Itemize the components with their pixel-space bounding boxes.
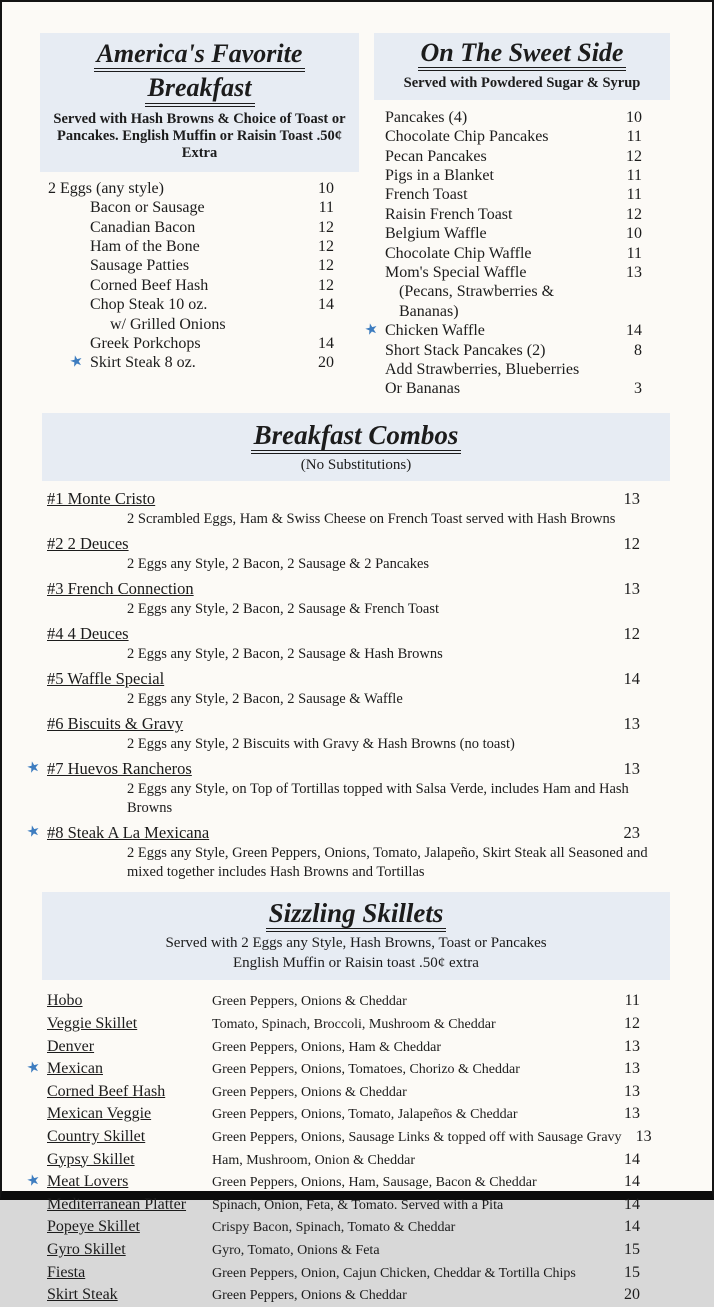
item-price: 12 — [626, 147, 642, 165]
menu-item-row — [385, 341, 642, 360]
section-americas-favorite-breakfast — [40, 33, 359, 399]
item-price: 11 — [626, 186, 642, 204]
menu-item-row — [385, 127, 642, 146]
section-subtitle-line2: English Muffin or Raisin toast .50¢ extra — [233, 955, 479, 972]
item-price: 20 — [624, 1286, 640, 1304]
item-price: 14 — [626, 322, 642, 340]
menu-item-row — [363, 320, 642, 340]
item-price: 13 — [624, 1082, 640, 1100]
item-price — [306, 315, 334, 334]
item-price: 13 — [624, 1037, 640, 1055]
section-subtitle: (No Substitutions) — [300, 457, 412, 474]
item-name: #5 Waffle Special — [47, 669, 165, 689]
item-name: (Pecans, Strawberries & Bananas) — [399, 283, 555, 320]
menu-item-row — [48, 334, 334, 353]
item-price: 13 — [624, 1105, 640, 1123]
section-title: Breakfast Combos — [42, 419, 670, 454]
item-name: Short Stack Pancakes (2) — [385, 341, 546, 359]
item-name: #2 2 Deuces — [47, 534, 129, 554]
menu-item-row — [385, 224, 642, 243]
combo-item — [42, 533, 670, 574]
item-name: Country Skillet — [47, 1128, 146, 1146]
item-description: Green Peppers, Onions, Ham, Sausage, Bacon & Cheddar — [212, 1175, 537, 1191]
item-price: 11 — [626, 128, 642, 146]
menu-item-row — [385, 108, 642, 127]
star-icon: ★ — [25, 822, 43, 842]
item-name: Chop Steak 10 oz. — [90, 296, 208, 314]
item-name: Belgium Waffle — [385, 225, 487, 243]
item-name: Pecan Pancakes — [385, 147, 487, 165]
item-name: Greek Porkchops — [90, 335, 201, 353]
item-name: #1 Monte Cristo — [47, 489, 156, 509]
item-description: Green Peppers, Onions & Cheddar — [212, 1288, 407, 1304]
menu-item-row — [48, 276, 334, 295]
combo-item — [42, 713, 670, 754]
item-price: 14 — [624, 1173, 640, 1191]
menu-item-row — [385, 244, 642, 263]
menu-item-row — [385, 166, 642, 185]
item-price: 13 — [626, 263, 642, 281]
item-name: Ham of the Bone — [90, 237, 200, 255]
section-title: Sizzling Skillets — [42, 897, 670, 932]
combo-item-row — [42, 578, 670, 599]
combo-item-row — [42, 488, 670, 509]
item-name: Corned Beef Hash — [90, 276, 209, 294]
item-description: 2 Scrambled Eggs, Ham & Swiss Cheese on French Toast served with Hash Browns — [127, 511, 616, 528]
section-subtitle: Served with Hash Browns & Choice of Toast or Pancakes. English Muffin or Raisin Toast .50¢ Extra — [53, 110, 346, 162]
item-price: 12 — [318, 276, 334, 294]
item-name: Denver — [47, 1037, 95, 1055]
item-description: 2 Eggs any Style, 2 Biscuits with Gravy & Hash Browns (no toast) — [127, 736, 515, 753]
item-price: 12 — [318, 237, 334, 255]
skillet-item-row — [42, 1284, 670, 1307]
item-description: 2 Eggs any Style, 2 Bacon, 2 Sausage & 2 Pancakes — [127, 556, 430, 573]
item-description: 2 Eggs any Style, on Top of Tortillas topped with Salsa Verde, includes Ham and Hash Browns — [127, 781, 629, 817]
combo-item-row — [42, 623, 670, 644]
item-price: 13 — [635, 1128, 652, 1146]
item-price: 13 — [623, 489, 640, 509]
item-name: Add Strawberries, Blueberries — [385, 360, 580, 378]
item-description: Green Peppers, Onions, Sausage Links & topped off with Sausage Gravy — [212, 1130, 622, 1146]
item-price: 15 — [624, 1241, 640, 1258]
item-price: 14 — [318, 296, 334, 314]
combo-item — [42, 668, 670, 709]
sweet-side-item-list — [363, 100, 670, 399]
americas-favorite-header-band — [40, 33, 359, 172]
skillet-item-row — [42, 1013, 670, 1036]
item-price: 23 — [623, 823, 640, 843]
item-price — [614, 360, 642, 379]
menu-item-row — [385, 282, 642, 321]
combo-item-row — [42, 533, 670, 554]
breakfast-combos-item-list — [25, 481, 670, 882]
item-price: 8 — [634, 341, 642, 359]
skillet-item-row — [42, 1081, 670, 1104]
item-name: #7 Huevos Rancheros ★ — [47, 758, 192, 779]
item-name: Gyro Skillet — [47, 1241, 126, 1258]
item-price: 13 — [623, 759, 640, 779]
menu-item-row — [385, 360, 642, 379]
item-price: 10 — [318, 179, 334, 197]
item-name: Fiesta — [47, 1263, 86, 1281]
item-name: Mediterranean Platter — [47, 1195, 187, 1213]
star-icon: ★ — [68, 353, 86, 372]
item-price: 11 — [318, 199, 334, 217]
item-name: w/ Grilled Onions — [110, 315, 226, 333]
item-price: 12 — [626, 205, 642, 223]
menu-item-row — [385, 147, 642, 166]
section-on-the-sweet-side — [363, 33, 670, 399]
item-description: Green Peppers, Onions & Cheddar — [212, 1084, 407, 1100]
combo-item-row — [25, 822, 670, 843]
combo-item — [42, 488, 670, 529]
item-price: 14 — [624, 1195, 640, 1213]
item-name: Mexican ★ — [47, 1058, 212, 1080]
item-description: 2 Eggs any Style, 2 Bacon, 2 Sausage & Hash Browns — [127, 646, 443, 663]
skillet-item-row — [42, 1194, 670, 1217]
section-subtitle-line1: Served with 2 Eggs any Style, Hash Browns, Toast or Pancakes — [165, 935, 547, 952]
item-price: 3 — [634, 380, 642, 398]
item-description: Green Peppers, Onion, Cajun Chicken, Cheddar & Tortilla Chips — [212, 1265, 576, 1281]
skillet-item-row — [25, 1058, 670, 1081]
skillet-item-row — [42, 1036, 670, 1059]
item-price: 11 — [626, 166, 642, 184]
section-subtitle: Served with Powdered Sugar & Syrup — [403, 75, 641, 92]
combo-item-row — [25, 758, 670, 779]
menu-item-row — [48, 295, 334, 314]
skillet-item-row — [42, 1239, 670, 1262]
item-name: #6 Biscuits & Gravy — [47, 714, 184, 734]
top-sections-row — [40, 33, 670, 399]
item-description: Green Peppers, Onions, Ham & Cheddar — [212, 1039, 442, 1055]
item-name: #8 Steak A La Mexicana ★ — [47, 822, 209, 843]
item-name: Corned Beef Hash — [47, 1082, 166, 1100]
skillet-item-row — [42, 990, 670, 1013]
item-name: Meat Lovers ★ — [47, 1171, 212, 1193]
section-title: America's Favorite Breakfast — [46, 38, 353, 107]
item-price: 14 — [624, 1218, 640, 1236]
combo-item — [42, 623, 670, 664]
item-price: 15 — [624, 1263, 640, 1281]
item-name: Veggie Skillet — [47, 1015, 138, 1033]
item-name: Mom's Special Waffle — [385, 263, 527, 281]
menu-item-row — [48, 237, 334, 256]
skillet-item-row — [42, 1262, 670, 1285]
menu-item-row — [48, 198, 334, 217]
item-price: 13 — [623, 579, 640, 599]
item-price: 12 — [623, 534, 640, 554]
item-price: 14 — [624, 1150, 640, 1168]
item-price: 14 — [318, 335, 334, 353]
item-price: 11 — [626, 244, 642, 262]
item-description: Crispy Bacon, Spinach, Tomato & Cheddar — [212, 1220, 456, 1236]
section-breakfast-combos — [25, 413, 670, 882]
item-price: 20 — [318, 354, 334, 372]
item-price: 12 — [318, 257, 334, 275]
item-description: 2 Eggs any Style, 2 Bacon, 2 Sausage & Waffle — [127, 691, 403, 708]
item-description: Green Peppers, Onions, Tomatoes, Chorizo & Cheddar — [212, 1062, 520, 1078]
item-name: Hobo — [47, 992, 83, 1010]
breakfast-combos-header-band — [42, 413, 670, 481]
menu-item-row — [385, 185, 642, 204]
item-name: Pancakes (4) — [385, 108, 468, 126]
star-icon: ★ — [363, 320, 381, 340]
item-name: Pigs in a Blanket — [385, 166, 494, 184]
skillet-item-row — [42, 1126, 670, 1149]
menu-item-row — [48, 256, 334, 275]
item-description: Spinach, Onion, Feta, & Tomato. Served with a Pita — [212, 1197, 504, 1213]
americas-favorite-item-list — [40, 172, 359, 373]
combo-item — [25, 758, 670, 818]
item-name: Mexican Veggie — [47, 1105, 152, 1123]
item-name: Chicken Waffle ★ — [385, 321, 485, 340]
combo-item-row — [42, 713, 670, 734]
star-icon: ★ — [25, 758, 43, 778]
star-icon: ★ — [25, 1171, 42, 1191]
item-description: Green Peppers, Onions, Tomato, Jalapeños & Cheddar — [212, 1107, 518, 1123]
item-price: 10 — [626, 108, 642, 126]
item-description: Tomato, Spinach, Broccoli, Mushroom & Cheddar — [212, 1017, 496, 1033]
item-description: Ham, Mushroom, Onion & Cheddar — [212, 1152, 415, 1168]
item-name: Bacon or Sausage — [90, 199, 205, 217]
item-price — [614, 282, 642, 321]
skillet-item-row — [42, 1149, 670, 1172]
sweet-side-header-band — [374, 33, 670, 100]
item-name: Gypsy Skillet — [47, 1150, 135, 1168]
item-name: Skirt Steak — [47, 1286, 118, 1304]
item-description: Gyro, Tomato, Onions & Feta — [212, 1243, 380, 1258]
item-price: 10 — [626, 225, 642, 243]
item-name: Popeye Skillet — [47, 1218, 140, 1236]
menu-item-row — [385, 205, 642, 224]
item-name: French Toast — [385, 186, 468, 204]
item-name: Chocolate Chip Waffle — [385, 244, 532, 262]
item-name: Sausage Patties — [90, 257, 190, 275]
item-name: Or Bananas — [385, 380, 461, 398]
menu-item-row — [385, 263, 642, 282]
item-name: Raisin French Toast — [385, 205, 513, 223]
sizzling-skillets-item-list — [25, 980, 670, 1306]
skillet-item-row — [42, 1103, 670, 1126]
item-name: Chocolate Chip Pancakes — [385, 128, 549, 146]
item-price: 12 — [623, 624, 640, 644]
section-title: On The Sweet Side — [380, 37, 664, 71]
section-sizzling-skillets — [25, 892, 670, 1307]
item-name: 2 Eggs (any style) — [48, 179, 164, 197]
menu-item-row — [48, 315, 334, 334]
menu-item-row — [48, 218, 334, 237]
item-price: 12 — [318, 218, 334, 236]
item-price: 11 — [624, 992, 640, 1010]
item-description: Green Peppers, Onions & Cheddar — [212, 994, 407, 1010]
item-price: 13 — [624, 1060, 640, 1078]
star-icon: ★ — [25, 1058, 42, 1078]
item-name: #4 4 Deuces — [47, 624, 129, 644]
item-price: 12 — [624, 1015, 640, 1033]
combo-item-row — [42, 668, 670, 689]
item-name: #3 French Connection — [47, 579, 194, 599]
menu-item-row — [48, 353, 334, 372]
item-name: Canadian Bacon — [90, 218, 196, 236]
skillet-item-row — [25, 1171, 670, 1194]
combo-item — [42, 578, 670, 619]
combo-item — [25, 822, 670, 882]
item-description: 2 Eggs any Style, Green Peppers, Onions, Tomato, Jalapeño, Skirt Steak all Seasoned and mixed together includes Hash Browns and Tortillas — [127, 845, 648, 881]
item-description: 2 Eggs any Style, 2 Bacon, 2 Sausage & French Toast — [127, 601, 440, 618]
skillet-item-row — [42, 1216, 670, 1239]
menu-item-row — [48, 179, 334, 198]
item-name: Skirt Steak 8 oz. ★ — [90, 353, 196, 372]
item-price: 13 — [623, 714, 640, 734]
sizzling-skillets-header-band — [42, 892, 670, 980]
item-price: 14 — [623, 669, 640, 689]
menu-item-row — [385, 379, 642, 398]
